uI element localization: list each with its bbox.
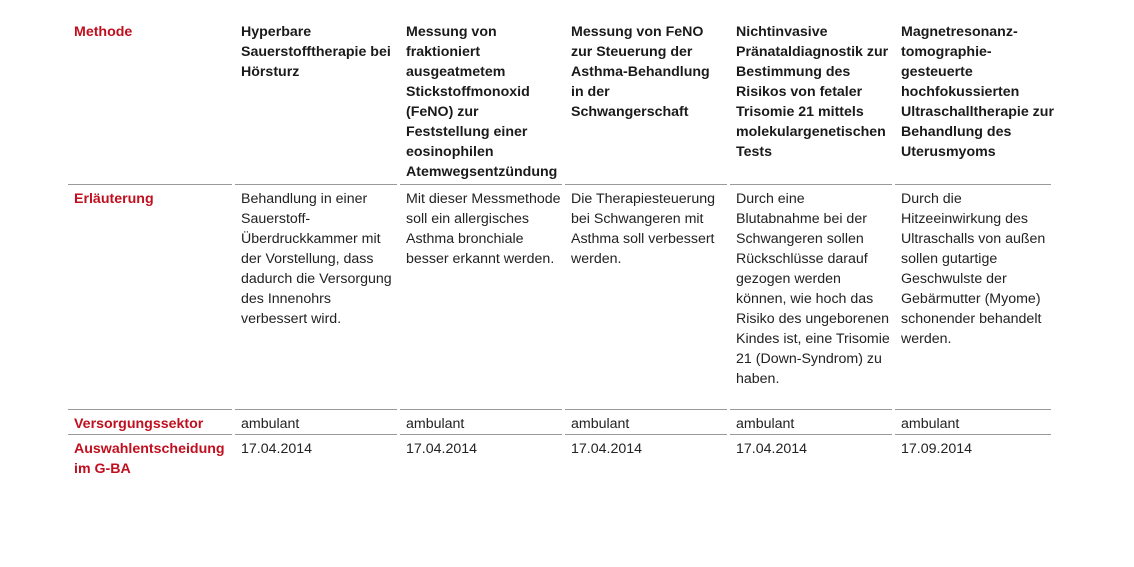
methode-col-2: Messung von fraktioniert ausgeatmetem Stickstoffmonoxid (FeNO) zur Feststellung einer eosinophilen Atemwegsentzündung <box>406 24 558 180</box>
auswahlentscheidung-col-4: 17.04.2014 <box>736 441 808 457</box>
erlaeuterung-col-4: Durch eine Blutabnahme bei der Schwangeren sollen Rückschlüsse darauf gezogen werden können, wie hoch das Risiko des ungeborenen Kindes ist, eine Trisomie 21 (Down-Syndrom) zu haben. <box>736 191 890 387</box>
label-versorgungssektor: Versorgungssektor <box>74 416 204 432</box>
row-erlaeuterung <box>68 185 1058 409</box>
versorgungssektor-col-3: ambulant <box>571 416 630 432</box>
auswahlentscheidung-col-1: 17.04.2014 <box>241 441 313 457</box>
erlaeuterung-col-3: Die Therapiesteuerung bei Schwangeren mit Asthma soll verbessert werden. <box>571 191 716 267</box>
versorgungssektor-col-2: ambulant <box>406 416 465 432</box>
versorgungssektor-col-5: ambulant <box>901 416 960 432</box>
row-versorgungssektor <box>68 410 1058 434</box>
auswahlentscheidung-col-3: 17.04.2014 <box>571 441 643 457</box>
auswahlentscheidung-col-2: 17.04.2014 <box>406 441 478 457</box>
erlaeuterung-col-5: Durch die Hitzeeinwirkung des Ultraschalls von außen sollen gutartige Geschwulste der Gebärmutter (Myome) schonender behandelt werden. <box>901 191 1046 347</box>
versorgungssektor-col-4: ambulant <box>736 416 795 432</box>
row-auswahlentscheidung <box>68 435 1058 479</box>
auswahlentscheidung-col-5: 17.09.2014 <box>901 441 973 457</box>
methode-col-3: Messung von FeNO zur Steuerung der Asthma-Behandlung in der Schwangerschaft <box>571 24 710 120</box>
versorgungssektor-col-1: ambulant <box>241 416 300 432</box>
row-methode <box>68 20 1058 184</box>
label-methode: Methode <box>74 24 133 40</box>
erlaeuterung-col-1: Behandlung in einer Sauerstoff-Überdruckkammer mit der Vorstellung, dass dadurch die Versorgung des Innenohrs verbessert wird. <box>241 191 392 327</box>
methods-table <box>68 20 1058 479</box>
methode-col-1: Hyperbare Sauerstofftherapie bei Hörsturz <box>241 24 391 80</box>
label-auswahlentscheidung: Auswahlentscheidung im G-BA <box>74 441 225 477</box>
methode-col-5: Magnetresonanz-tomographie-gesteuerte hochfokussierten Ultraschalltherapie zur Behandlung des Uterusmyoms <box>901 24 1054 160</box>
methode-col-4: Nichtinvasive Pränataldiagnostik zur Bestimmung des Risikos von fetaler Trisomie 21 mittels molekulargenetischen Tests <box>736 24 889 160</box>
erlaeuterung-col-2: Mit dieser Messmethode soll ein allergisches Asthma bronchiale besser erkannt werden. <box>406 191 561 267</box>
label-erlaeuterung: Erläuterung <box>74 191 154 207</box>
